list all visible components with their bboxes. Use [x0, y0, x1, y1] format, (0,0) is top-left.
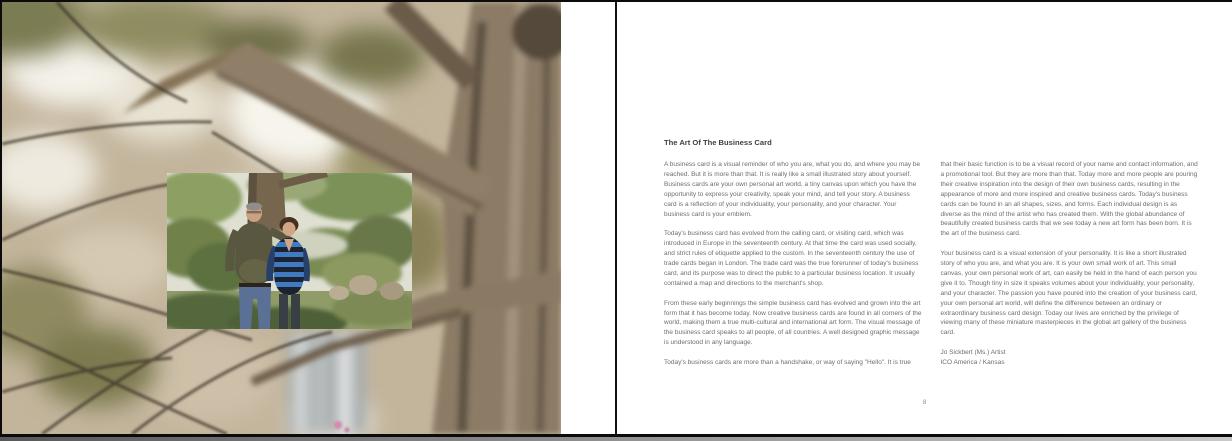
- article-title: The Art Of The Business Card: [664, 138, 772, 147]
- signature-block: [941, 348, 1199, 368]
- signature-name: Jo Sickbert (Ms.) Artist: [940, 349, 1006, 357]
- paragraph: A business card is a visual reminder of who you are, what you do, and where you may be reached. But it is more than that. It is really like a small illustrated story about yourself. Business cards are your own personal art world, a tiny canvas upon which you have the opportunity to express your creativity, speak your mind, and tell your story. A business card is a reflection of your individuality, your personality, and your character. Your business card is your emblem.: [664, 161, 921, 218]
- paragraph: Your business card is a visual extension of your personality. It is like a short illustrated story of who you are, and what you are. It is your own small work of art. This small canvas, your own personal work of art, can easily be held in the hand of each person you give it to. Though tiny in size it speaks volumes about your individuality, your personality, and your character. The passion you have poured into the creation of your business card, your own personal art world, will define the difference between an ordinary or extraordinary business card design. Today our lives are enriched by the privilege of viewing many of these miniature masterpieces in the global art gallery of the business card.: [940, 250, 1197, 337]
- article-column-left: [664, 160, 922, 378]
- paragraph: From these early beginnings the simple business card has evolved and grown into the art form that it has become today. Now creative business cards are found in all corners of the world, making them a true multi-cultural and international art form. The visual message of the business card speaks to all people, of all countries. A well designed graphic message is understood in any language.: [664, 299, 922, 347]
- frame-shadow: [0, 437, 1232, 441]
- page-right: [617, 2, 1232, 434]
- page-number: 8: [922, 400, 927, 406]
- frame-border-top: [0, 0, 1232, 2]
- paragraph: Today's business card has evolved from the calling card, or visiting card, which was introduced in Europe in the seventeenth century. At that time the card was used socially, and strict rules of etiquette applied to the custom. In the seventeenth century the use of trade cards began in London. The trade card was the true forerunner of today's business card, and its purpose was to direct the public to a particular business location. It usually contained a map and directions to the merchant's shop.: [664, 230, 919, 287]
- paragraph: that their basic function is to be a visual record of your name and contact information, and a promotional tool. But they are more than that. Today more and more people are pouring their creative inspiration into the design of their own business cards, resulting in the appearance of more and more inspired and creative business cards. Today's business cards can be found in an all shapes, sizes, and forms. Each individual design is as diverse as the mind of the artist who has created them. With the global abundance of beautifully created business cards that we see today a new art form has been born. It is the art of the business card.: [940, 161, 1198, 238]
- signature-org: ICO America / Kansas: [940, 359, 1005, 367]
- frame-border-left: [0, 0, 2, 437]
- article-body: [664, 138, 1198, 378]
- article-column-right: [941, 160, 1199, 378]
- paragraph: Today's business cards are more than a handshake, or way of saying "Hello". It is true: [664, 359, 911, 367]
- couple-portrait-photo: [167, 173, 412, 329]
